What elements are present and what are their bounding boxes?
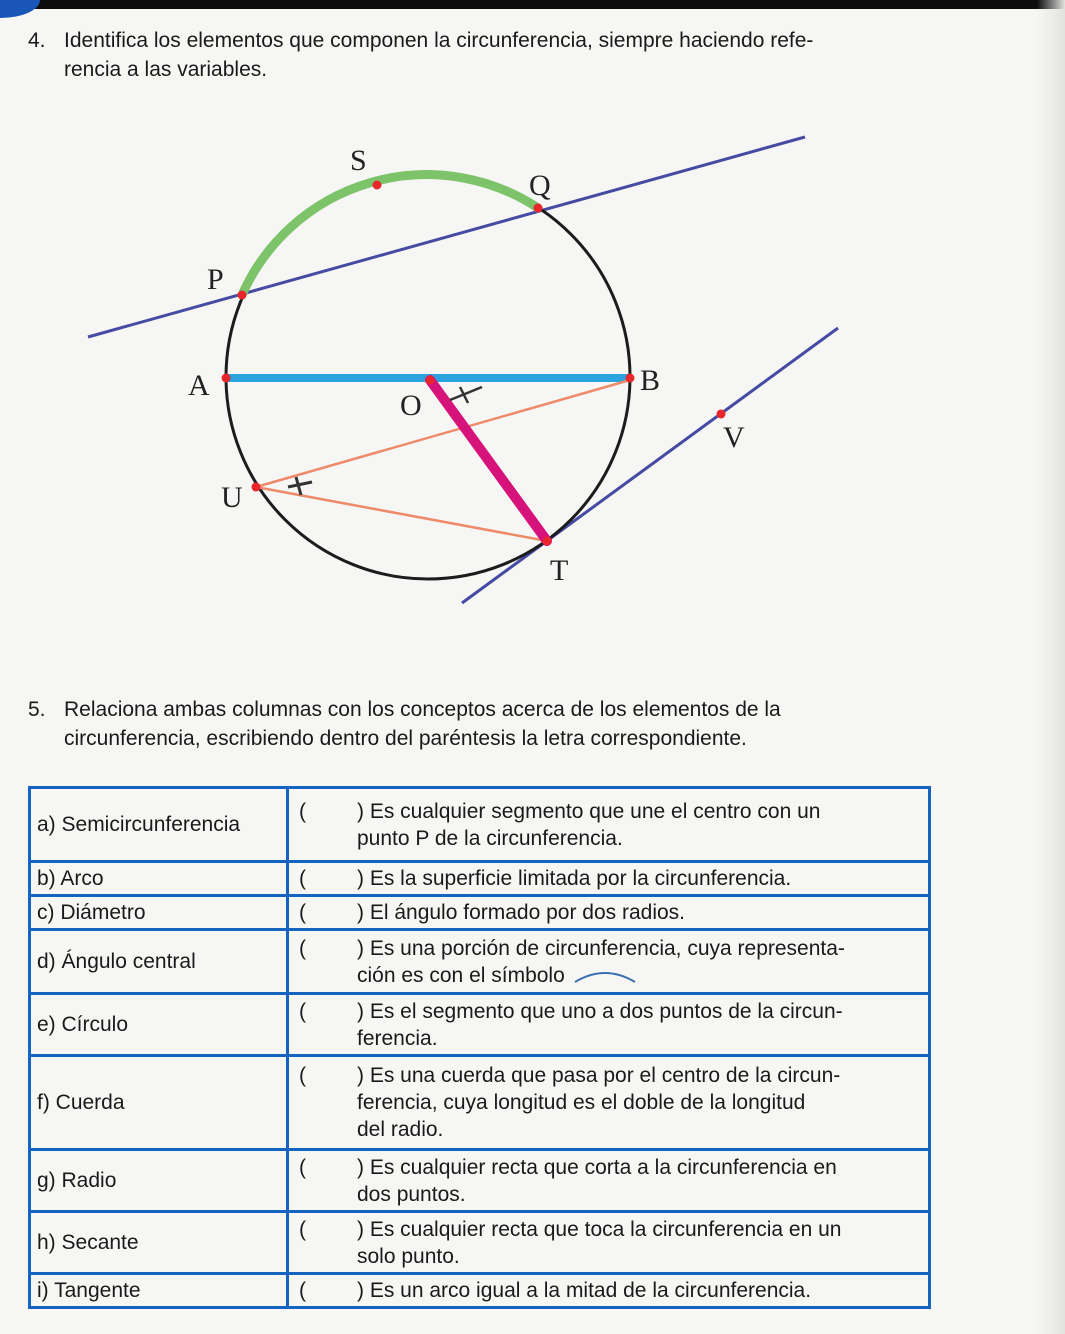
- concept-cell: a) Semicircunferencia: [30, 788, 288, 862]
- definition-cell: [288, 1274, 930, 1308]
- definition-line2: punto P de la circunferencia.: [357, 826, 623, 850]
- definition-cell: [288, 1212, 930, 1274]
- table-row: [30, 1150, 930, 1212]
- definition-line2: ferencia, cuya longitud es el doble de la longitud: [357, 1091, 806, 1114]
- concept-cell: c) Diámetro: [30, 896, 288, 930]
- exercise-4-text-line1: Identifica los elementos que componen la circunferencia, siempre haciendo refe-: [64, 29, 814, 52]
- concept-cell: h) Secante: [30, 1212, 288, 1274]
- answer-blank[interactable]: (: [299, 936, 306, 960]
- point-v: [717, 410, 726, 419]
- table-row: [30, 1212, 930, 1274]
- page-edge-shadow: [1037, 0, 1065, 1334]
- point-s: [373, 181, 382, 190]
- table-row: [30, 930, 930, 994]
- definition-cell: [288, 896, 930, 930]
- concept-cell: f) Cuerda: [30, 1056, 288, 1150]
- answer-blank[interactable]: (: [299, 901, 306, 924]
- corner-accent: [0, 0, 40, 18]
- exercise-5-number: 5.: [28, 698, 46, 721]
- definition-line1: ) Es cualquier segmento que une el centro con un: [357, 799, 821, 823]
- label-b: B: [640, 364, 661, 397]
- label-s: S: [350, 144, 367, 177]
- definition-line1: ) Es el segmento que uno a dos puntos de la circun-: [357, 999, 843, 1023]
- definition-line2: dos puntos.: [357, 1182, 466, 1206]
- label-a: A: [188, 369, 210, 402]
- label-u: U: [221, 481, 243, 514]
- point-u: [252, 483, 261, 492]
- definition-line1: ) Es un arco igual a la mitad de la circunferencia.: [357, 1279, 812, 1302]
- exercise-4-instructions: [28, 26, 938, 84]
- table-row: [30, 896, 930, 930]
- point-t: [543, 537, 552, 546]
- central-angle-mark: [450, 387, 482, 403]
- arc-symbol-icon: [573, 968, 637, 984]
- concept-cell: e) Círculo: [30, 994, 288, 1056]
- definition-line2: solo punto.: [357, 1244, 460, 1268]
- definition-cell: [288, 1150, 930, 1212]
- matching-table: [28, 786, 931, 1309]
- inscribed-angle-mark: [288, 477, 312, 495]
- answer-blank[interactable]: (: [299, 999, 306, 1023]
- answer-blank[interactable]: (: [299, 1155, 306, 1179]
- definition-line1: ) Es la superficie limitada por la circunferencia.: [357, 867, 792, 890]
- point-p: [238, 291, 247, 300]
- concept-cell: i) Tangente: [30, 1274, 288, 1308]
- definition-line2: ción es con el símbolo: [357, 963, 565, 987]
- answer-blank[interactable]: (: [299, 1064, 306, 1087]
- point-a: [222, 374, 231, 383]
- definition-cell: [288, 930, 930, 994]
- concept-cell: d) Ángulo central: [30, 930, 288, 994]
- label-o: O: [400, 389, 422, 422]
- label-q: Q: [529, 169, 551, 202]
- definition-line1: ) Es cualquier recta que corta a la circunferencia en: [357, 1155, 837, 1179]
- label-v: V: [723, 421, 745, 454]
- definition-line2: ferencia.: [357, 1026, 438, 1050]
- label-t: T: [550, 554, 569, 587]
- table-row: [30, 788, 930, 862]
- exercise-4-text-line2: rencia a las variables.: [64, 58, 268, 81]
- label-p: P: [207, 263, 224, 296]
- definition-cell: [288, 788, 930, 862]
- concept-cell: b) Arco: [30, 862, 288, 896]
- secant-line: [88, 137, 805, 337]
- concept-cell: g) Radio: [30, 1150, 288, 1212]
- exercise-5-instructions: [28, 695, 938, 753]
- table-row: [30, 1274, 930, 1308]
- table-row: [30, 994, 930, 1056]
- point-q: [534, 204, 543, 213]
- arc-pq: [242, 175, 538, 295]
- answer-blank[interactable]: (: [299, 1217, 306, 1241]
- answer-blank[interactable]: (: [299, 867, 306, 890]
- exercise-5-text-line2: circunferencia, escribiendo dentro del paréntesis la letra correspondiente.: [64, 727, 747, 750]
- table-row: [30, 862, 930, 896]
- top-border: [0, 0, 1065, 9]
- definition-cell: [288, 862, 930, 896]
- answer-blank[interactable]: (: [299, 1279, 306, 1302]
- definition-line1: ) Es una porción de circunferencia, cuya representa-: [357, 936, 845, 960]
- point-b: [626, 374, 635, 383]
- exercise-5-text-line1: Relaciona ambas columnas con los conceptos acerca de los elementos de la: [64, 698, 781, 721]
- exercise-4-number: 4.: [28, 29, 46, 52]
- definition-line1: ) Es cualquier recta que toca la circunferencia en un: [357, 1217, 842, 1241]
- circle-diagram: [80, 125, 850, 615]
- answer-blank[interactable]: (: [299, 799, 306, 823]
- definition-line1: ) El ángulo formado por dos radios.: [357, 901, 686, 924]
- table-row: [30, 1056, 930, 1150]
- definition-cell: [288, 1056, 930, 1150]
- point-o: [426, 376, 435, 385]
- definition-line3: del radio.: [357, 1118, 444, 1141]
- definition-cell: [288, 994, 930, 1056]
- definition-line1: ) Es una cuerda que pasa por el centro de la circun-: [357, 1064, 841, 1087]
- radius-ot: [430, 380, 547, 541]
